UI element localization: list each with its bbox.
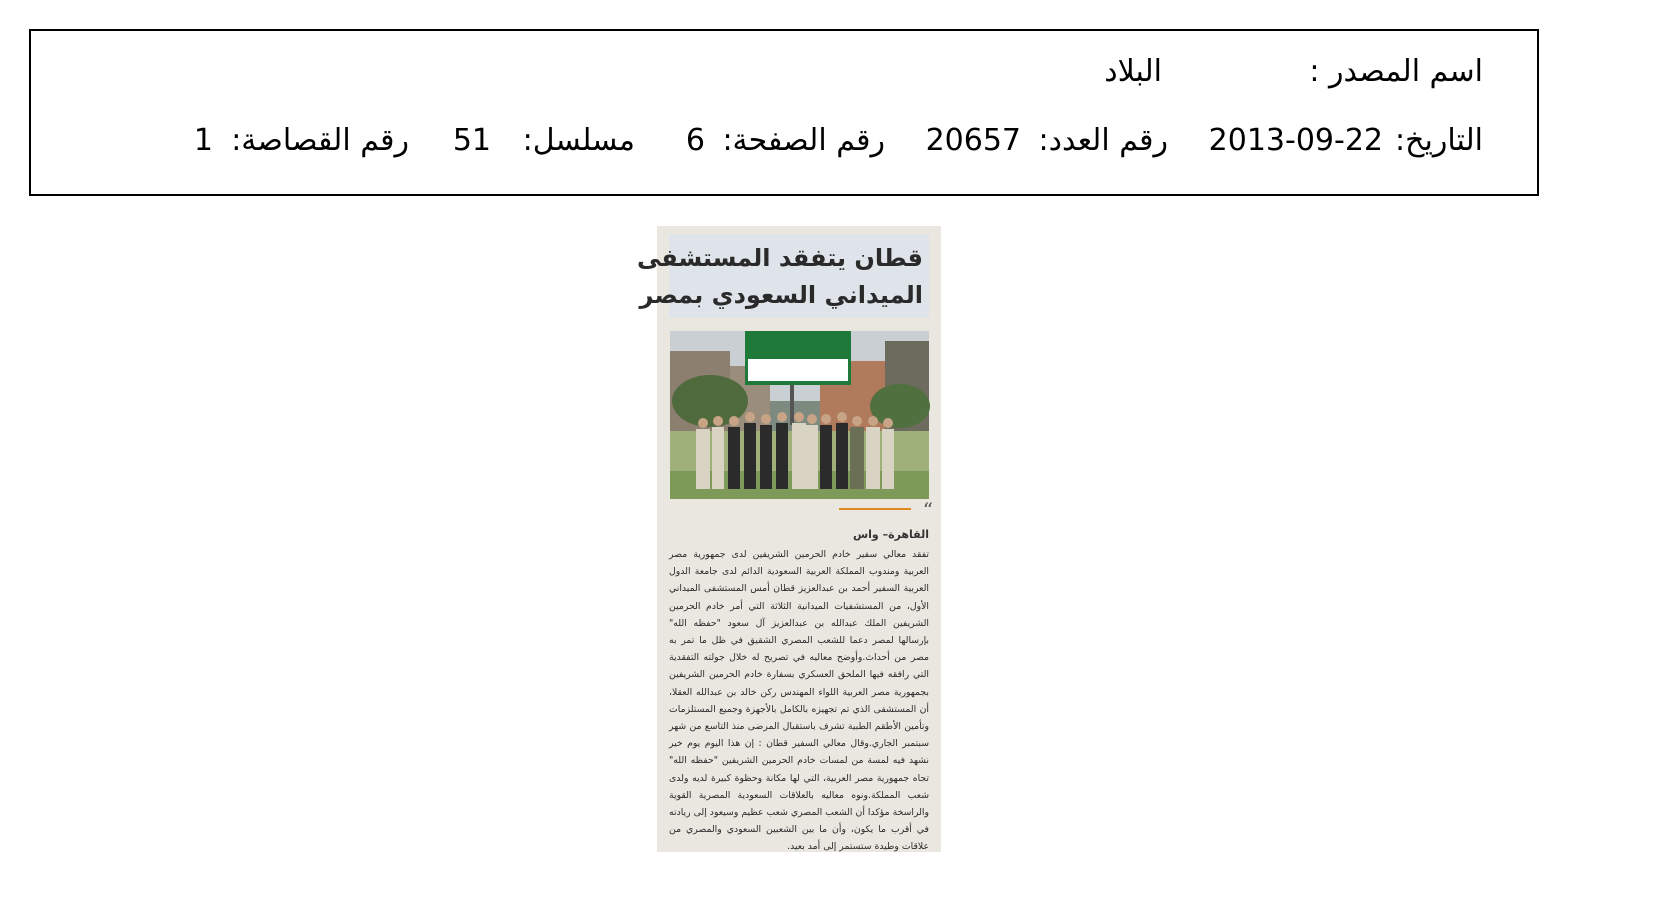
source-value: البلاد xyxy=(1104,54,1162,89)
photo-illustration xyxy=(670,331,929,499)
source-info-box xyxy=(29,29,1539,196)
issue-label: رقم العدد: xyxy=(1038,123,1168,158)
date-label: التاريخ: xyxy=(1395,123,1483,158)
article-body: تفقد معالي سفير خادم الحرمين الشريفين لدى جمهورية مصر العربية ومندوب المملكة العربية السعودية الدائم لدى جامعة الدول العربية السفير أحمد بن عبدالعزيز قطان أمس المستشفى الميداني الأول، من المستشفيات الميدانية الثلاثة التي أمر خادم الحرمين الشريفين الملك عبدالله بن عبدالعزيز آل سعود "حفظه الله" بإرسالها لمصر دعما للشعب المصري الشقيق في ظل ما تمر به مصر من أحداث.وأوضح معاليه في تصريح له خلال جولته التفقدية التي رافقه فيها الملحق العسكري بسفارة خادم الحرمين الشريفين بجمهورية مصر العربية اللواء المهندس ركن خالد بن عبدالله العقلا، أن المستشفى الذي تم تجهيزه بالكامل بالأجهزة وجميع المستلزمات وتأمين الأطقم الطبية تشرف باستقبال المرضى منذ التاسع من شهر سبتمبر الجاري.وقال معالي السفير قطان : إن هذا اليوم يوم خير نشهد فيه لمسة من لمسات خادم الحرمين الشريفين "حفظه الله" تجاه جمهورية مصر العربية، التي لها مكانة وحظوة كبيرة لديه ولدى شعب المملكة.ونوه معاليه بالعلاقات السعودية المصرية القوية والراسخة مؤكدا أن الشعب المصري شعب عظيم وسيعود إلى ريادته في أقرب ما يكون، وأن ما بين الشعبين السعودي والمصري من علاقات وطيدة ستستمر إلى أمد بعيد. xyxy=(669,549,929,853)
clip-label: رقم القصاصة: xyxy=(231,123,409,158)
newspaper-clipping xyxy=(636,226,941,853)
headline-line-1: قطان يتفقد المستشفى xyxy=(636,244,923,272)
dateline: القاهرة– واس xyxy=(852,528,929,541)
source-label: اسم المصدر : xyxy=(1309,54,1483,89)
quote-icon: “ xyxy=(922,498,933,522)
headline-line-2: الميداني السعودي بمصر xyxy=(639,281,923,309)
page-value: 6 xyxy=(685,123,705,158)
issue-value: 20657 xyxy=(925,123,1021,158)
serial-label: مسلسل: xyxy=(522,123,635,158)
page-label: رقم الصفحة: xyxy=(722,123,885,158)
serial-value: 51 xyxy=(452,123,491,158)
accent-rule xyxy=(839,508,911,510)
date-value: 2013-09-22 xyxy=(1208,123,1383,158)
news-photo xyxy=(670,331,929,499)
clip-value: 1 xyxy=(193,123,213,158)
